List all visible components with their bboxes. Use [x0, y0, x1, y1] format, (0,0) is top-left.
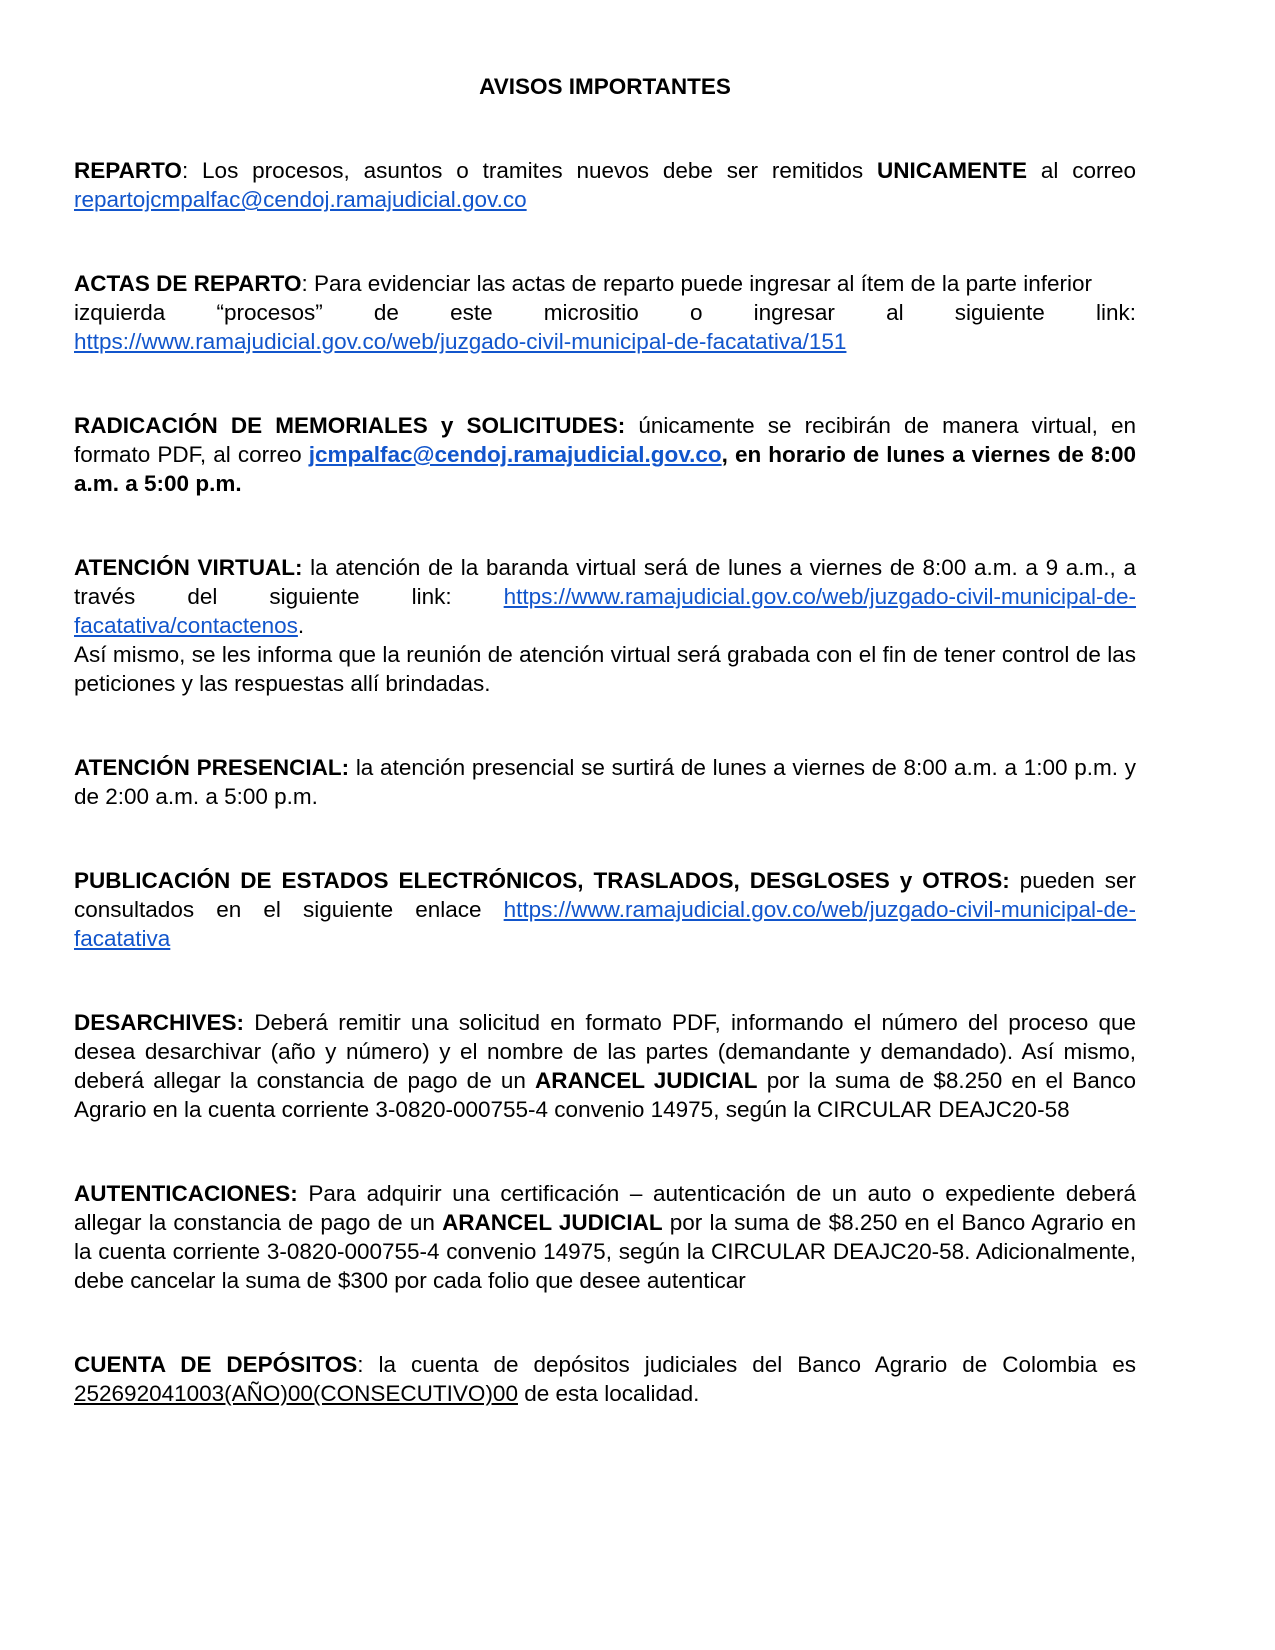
section-radicacion	[74, 411, 1136, 498]
radicacion-email-link[interactable]: jcmpalfac@cendoj.ramajudicial.gov.co	[308, 442, 722, 467]
actas-label: ACTAS DE REPARTO	[74, 271, 302, 296]
section-publicacion	[74, 866, 1136, 953]
desarchives-bold: ARANCEL JUDICIAL	[535, 1068, 758, 1093]
atencion-virtual-label: ATENCIÓN VIRTUAL:	[74, 555, 303, 580]
section-reparto	[74, 156, 1136, 214]
autenticaciones-text-2: por la suma de $8.250 en el Banco Agrario en la cuenta corriente 3-0820-000755-4 convenio 14975, según la CIRCULAR DEAJC20-58. Adicionalmente, debe cancelar la suma de $300 por cada folio que desee autenticar	[74, 1210, 1136, 1293]
atencion-presencial-text-1: la atención presencial se surtirá de lunes a viernes de 8:00 a.m. a 1:00 p.m. y de 2:00 a.m. a 5:00 p.m.	[74, 755, 1136, 809]
cuenta-text-1: : la cuenta de depósitos judiciales del Banco Agrario de Colombia es	[357, 1352, 1137, 1377]
cuenta-text-2: de esta localidad.	[517, 1381, 700, 1406]
desarchives-label: DESARCHIVES:	[74, 1010, 245, 1035]
radicacion-bold-2: , en horario de lunes a viernes de 8:00 a.m. a 5:00 p.m.	[74, 442, 1136, 496]
reparto-text-1: : Los procesos, asuntos o tramites nuevos debe ser remitidos	[181, 158, 877, 183]
atencion-virtual-link[interactable]: https://www.ramajudicial.gov.co/web/juzgado-civil-municipal-de-facatativa/contactenos	[74, 584, 1136, 638]
reparto-bold: UNICAMENTE	[877, 158, 1027, 183]
atencion-virtual-text-2: .	[297, 613, 305, 638]
desarchives-text-1: Deberá remitir una solicitud en formato PDF, informando el número del proceso que desea desarchivar (año y número) y el nombre de las partes (demandante y demandado). Así mismo, deberá allegar la constancia de pago de un	[74, 1010, 1136, 1093]
actas-link[interactable]: https://www.ramajudicial.gov.co/web/juzgado-civil-municipal-de-facatativa/151	[74, 329, 847, 354]
reparto-text-2: al correo	[1027, 158, 1136, 183]
publicacion-link[interactable]: https://www.ramajudicial.gov.co/web/juzgado-civil-municipal-de-facatativa	[74, 897, 1136, 951]
atencion-virtual-para-2: Así mismo, se les informa que la reunión de atención virtual será grabada con el fin de tener control de las peticiones y las respuestas allí brindadas.	[74, 642, 1136, 696]
publicacion-label: PUBLICACIÓN DE ESTADOS ELECTRÓNICOS, TRASLADOS, DESGLOSES y OTROS:	[74, 868, 1010, 893]
page-title: AVISOS IMPORTANTES	[479, 74, 731, 99]
reparto-label: REPARTO	[74, 158, 182, 183]
atencion-virtual-text-1: la atención de la baranda virtual será de lunes a viernes de 8:00 a.m. a 9 a.m., a través del siguiente link:	[74, 555, 1136, 609]
radicacion-label: RADICACIÓN DE MEMORIALES y SOLICITUDES:	[74, 413, 626, 438]
autenticaciones-bold: ARANCEL JUDICIAL	[442, 1210, 663, 1235]
radicacion-text-1: únicamente se recibirán de manera virtual, en formato PDF, al correo	[74, 413, 1136, 467]
autenticaciones-text-1: Para adquirir una certificación – autenticación de un auto o expediente deberá allegar la constancia de pago de un	[74, 1181, 1136, 1235]
desarchives-text-2: por la suma de $8.250 en el Banco Agrario en la cuenta corriente 3-0820-000755-4 convenio 14975, según la CIRCULAR DEAJC20-58	[74, 1068, 1136, 1122]
atencion-presencial-label: ATENCIÓN PRESENCIAL:	[74, 755, 350, 780]
publicacion-text-1: pueden ser consultados en el siguiente enlace	[74, 868, 1136, 922]
section-cuenta-depositos	[74, 1350, 1136, 1408]
cuenta-number: 252692041003(AÑO)00(CONSECUTIVO)00	[74, 1381, 518, 1406]
section-desarchives	[74, 1008, 1136, 1124]
autenticaciones-label: AUTENTICACIONES:	[74, 1181, 298, 1206]
actas-line-2: izquierda “procesos” de este micrositio o ingresar al siguiente link:	[74, 300, 1136, 325]
section-atencion-presencial	[74, 753, 1136, 811]
reparto-email-link[interactable]: repartojcmpalfac@cendoj.ramajudicial.gov.co	[74, 187, 527, 212]
section-atencion-virtual	[74, 553, 1136, 698]
section-actas	[74, 269, 1136, 356]
section-autenticaciones	[74, 1179, 1136, 1295]
actas-line-1: : Para evidenciar las actas de reparto puede ingresar al ítem de la parte inferior	[301, 271, 1092, 296]
cuenta-label: CUENTA DE DEPÓSITOS	[74, 1352, 358, 1377]
